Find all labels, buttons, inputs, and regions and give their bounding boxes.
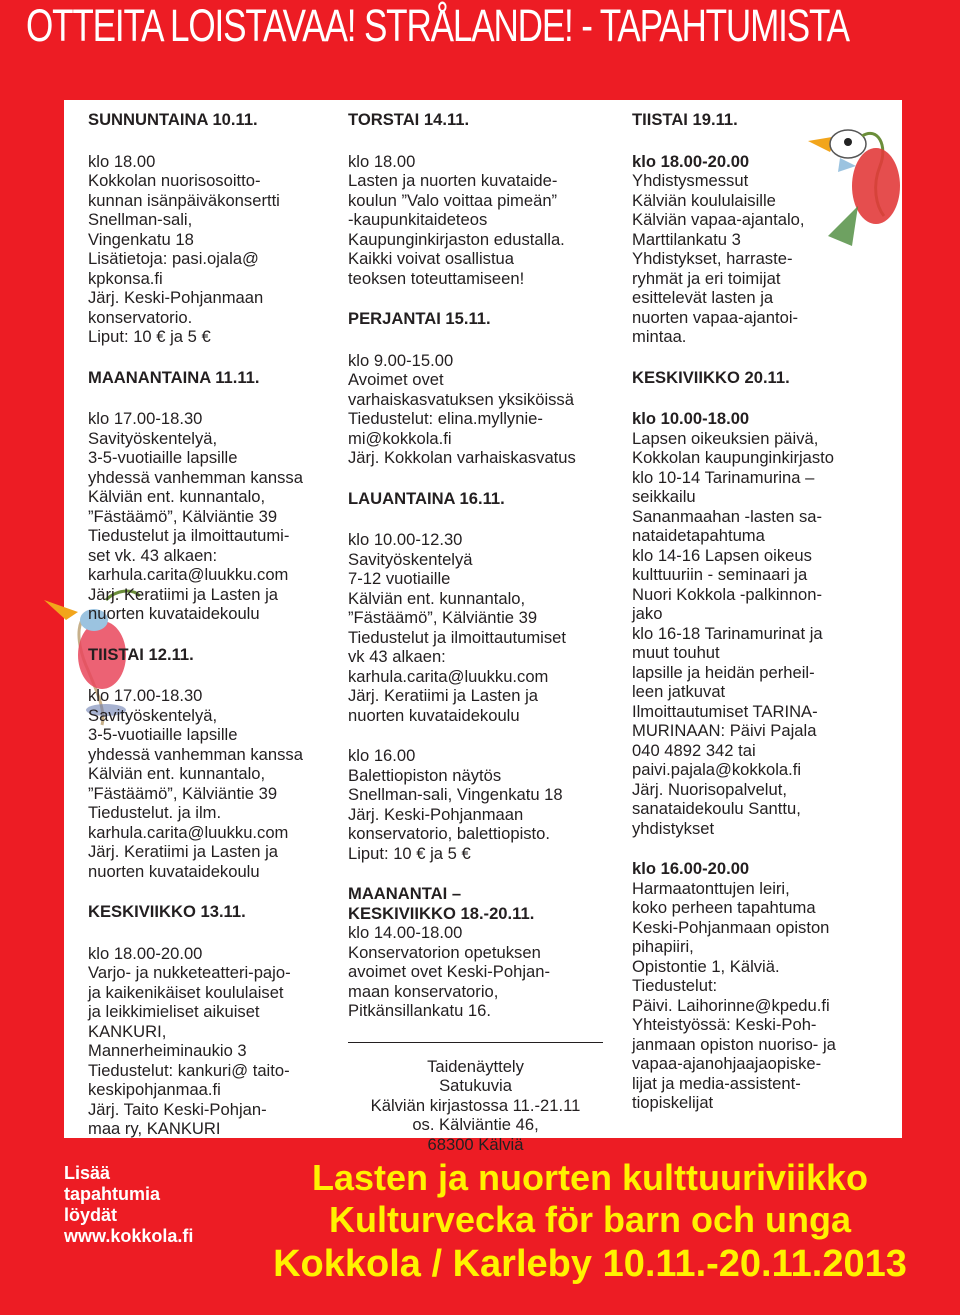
note-line: Lisää [64, 1163, 111, 1183]
banner-line-fi: Lasten ja nuorten kulttuuriviikko [311, 1157, 869, 1198]
event-item [88, 944, 338, 1139]
day-heading: TORSTAI 14.11. [348, 110, 470, 129]
event-item [88, 409, 338, 624]
event-time: klo 17.00-18.30 [88, 686, 203, 705]
event-item [632, 409, 877, 838]
day-heading: KESKIVIIKKO 20.11. [632, 367, 790, 387]
event-item [632, 152, 877, 347]
column-3 [632, 110, 877, 1134]
column-1 [88, 110, 338, 1160]
event-banner [250, 1157, 930, 1287]
event-item [348, 746, 618, 863]
event-time: klo 16.00-20.00 [632, 859, 750, 878]
event-description: Avoimet ovet varhaiskasvatuksen yksiköissä Tiedustelut: elina.myllynie- mi@kokkola.fi Järj. Kokkolan varhaiskasvatus [348, 370, 576, 467]
event-time: klo 18.00-20.00 [632, 151, 750, 171]
note-line: tapahtumia [64, 1184, 161, 1204]
event-description: Savityöskentelyä 7-12 vuotiaille Kälviän ent. kunnantalo, ”Fästäämö”, Kälviäntie 39 Tiedustelut ja ilmoittautumiset vk 43 alkaen: karhula.carita@luukku.com Järj. Keratiimi ja Lasten ja nuorten kuvataidekoulu [348, 549, 566, 725]
event-description: Lasten ja nuorten kuvataide- koulun ”Valo voittaa pimeän” -kaupunkitaideteos Kaupunginkirjaston edustalla. Kaikki voivat osallistua teoksen toteuttamiseen! [348, 171, 565, 288]
website-link[interactable]: www.kokkola.fi [64, 1226, 194, 1246]
event-description: Lapsen oikeuksien päivä, Kokkolan kaupunginkirjasto klo 10-14 Tarinamurina – seikkailu Sananmaahan -lasten sa- nataidetapahtuma klo 14-16 Lapsen oikeus kulttuuriin - seminaari ja Nuori Kokkola -palkinnon- jako klo 16-18 Tarinamurinat ja muut touhut lapsille ja heidän perheil- leen jatkuvat Ilmoittautumiset TARINA- MURINAAN: Päivi Pajala 040 4892 342 tai paivi.pajala@kokkola.fi Järj. Nuorisopalvelut, sanataidekoulu Santtu, yhdistykset [632, 428, 835, 838]
event-item [88, 152, 338, 347]
event-item [88, 686, 338, 881]
event-item [632, 859, 877, 1113]
more-events-note [64, 1163, 193, 1247]
event-time: klo 14.00-18.00 [348, 923, 463, 942]
day-heading: MAANANTAINA 11.11. [88, 367, 260, 387]
banner-line-sv: Kulturvecka för barn och unga [328, 1199, 852, 1240]
event-description: Savityöskentelyä, 3-5-vuotiaille lapsille yhdessä vanhemman kanssa Kälviän ent. kunnantalo, ”Fästäämö”, Kälviäntie 39 Tiedustelut. ja ilm. karhula.carita@luukku.com Järj. Keratiimi ja Lasten ja nuorten kuvataidekoulu [88, 705, 303, 881]
day-heading: SUNNUNTAINA 10.11. [88, 110, 258, 129]
exhibition-box: Taidenäyttely Satukuvia Kälviän kirjastossa 11.-21.11 os. Kälviäntie 46, 68300 Kälviä [348, 1042, 603, 1155]
day-heading: MAANANTAI – KESKIVIIKKO 18.-20.11. [348, 884, 535, 923]
event-item [348, 923, 618, 1021]
event-description: Savityöskentelyä, 3-5-vuotiaille lapsille yhdessä vanhemman kanssa Kälviän ent. kunnantalo, ”Fästäämö”, Kälviäntie 39 Tiedustelut ja ilmoittautumi- set vk. 43 alkaen: karhula.carita@luukku.com Järj. Keratiimi ja Lasten ja nuorten kuvataidekoulu [88, 428, 303, 623]
event-item [348, 530, 618, 725]
event-description: Konservatorion opetuksen avoimet ovet Keski-Pohjan- maan konservatorio, Pitkänsillankatu 16. [348, 942, 550, 1020]
event-time: klo 16.00 [348, 746, 416, 765]
day-heading: KESKIVIIKKO 13.11. [88, 902, 246, 921]
event-time: klo 18.00 [348, 151, 416, 171]
event-description: Yhdistysmessut Kälviän koululaisille Kälviän vapaa-ajantalo, Marttilankatu 3 Yhdistykset, harraste- ryhmät ja eri toimijat esittelevät lasten ja nuorten vapaa-ajantoi- mintaa. [632, 171, 805, 346]
note-line: löydät [64, 1205, 118, 1225]
day-heading: TIISTAI 12.11. [88, 644, 194, 664]
event-time: klo 18.00 [88, 151, 156, 171]
event-time: klo 17.00-18.30 [88, 409, 203, 428]
day-heading: TIISTAI 19.11. [632, 110, 738, 129]
event-time: klo 9.00-15.00 [348, 350, 454, 370]
event-description: Harmaatonttujen leiri, koko perheen tapahtuma Keski-Pohjanmaan opiston pihapiiri, Opistontie 1, Kälviä. Tiedustelut: Päivi. Laihorinne@kpedu.fi Yhteistyössä: Keski-Poh- janmaan opiston nuoriso- ja vapaa-ajanohjaajaopiske- lijat ja media-assistent- tiopiskelijat [632, 878, 836, 1112]
event-item [348, 351, 618, 468]
event-time: klo 10.00-12.30 [348, 530, 463, 549]
event-time: klo 10.00-18.00 [632, 409, 750, 428]
event-description: Balettiopiston näytös Snellman-sali, Vingenkatu 18 Järj. Keski-Pohjanmaan konservatorio, balettiopisto. Liput: 10 € ja 5 € [348, 765, 563, 863]
poster-title: OTTEITA LOISTAVAA! STRÅLANDE! - TAPAHTUMISTA [26, 0, 849, 51]
column-2 [348, 110, 618, 1154]
day-heading: LAUANTAINA 16.11. [348, 488, 505, 508]
event-item [348, 152, 618, 289]
day-heading: PERJANTAI 15.11. [348, 309, 491, 328]
banner-dates: Kokkola / Karleby 10.11.-20.11.2013 [273, 1243, 907, 1285]
event-description: Kokkolan nuorisosoitto- kunnan isänpäiväkonsertti Snellman-sali, Vingenkatu 18 Lisätietoja: pasi.ojala@ kpkonsa.fi Järj. Keski-Pohjanmaan konservatorio. Liput: 10 € ja 5 € [88, 171, 280, 346]
event-time: klo 18.00-20.00 [88, 943, 203, 963]
event-description: Varjo- ja nukketeatteri-pajo- ja kaikenikäiset koululaiset ja leikkimieliset aikuiset KANKURI, Mannerheiminaukio 3 Tiedustelut: kankuri@ taito- keskipohjanmaa.fi Järj. Taito Keski-Pohjan- maa ry, KANKURI [88, 963, 291, 1138]
